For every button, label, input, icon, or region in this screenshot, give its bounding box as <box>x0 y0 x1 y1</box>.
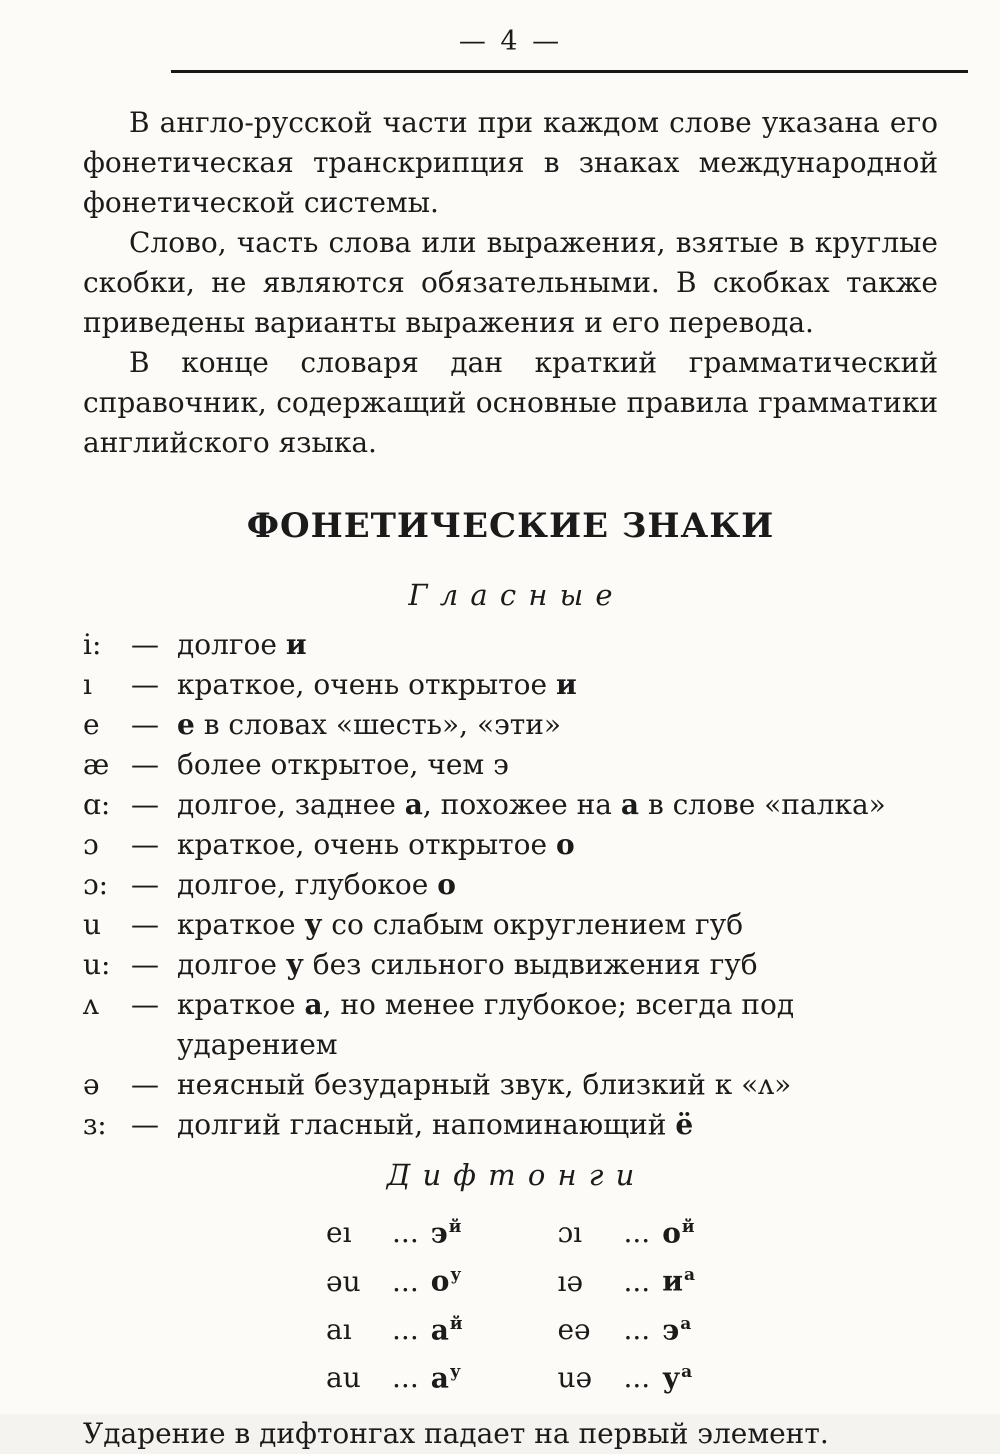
vowel-row <box>83 1065 938 1105</box>
vowel-symbol: ʌ <box>83 988 99 1021</box>
intro-paragraphs <box>83 103 938 463</box>
vowel-dash: — <box>131 948 159 981</box>
stress-note: Ударение в дифтонгах падает на первый элемент. <box>83 1417 829 1451</box>
vowel-description: краткое, очень открытое и <box>177 668 577 701</box>
vowel-row <box>83 665 938 705</box>
vowel-dash: — <box>131 788 159 821</box>
diphthongs-heading: Дифтонги <box>386 1158 647 1192</box>
page-header <box>83 24 938 73</box>
diphthong-ipa: ɔı <box>557 1216 583 1250</box>
diphthong-ipa: au <box>326 1361 361 1395</box>
vowel-row <box>83 625 938 665</box>
diphthong-dots: ... <box>392 1264 419 1298</box>
vowel-description: долгое, глубокое о <box>177 868 456 901</box>
diphthong-russian: $а^у$ <box>430 1361 461 1395</box>
vowel-symbol: ɜ: <box>83 1108 107 1141</box>
diphthong-item <box>326 1255 462 1301</box>
vowel-row <box>83 905 938 945</box>
vowel-description: краткое а, но менее глубокое; всегда под ударением <box>177 988 795 1061</box>
vowel-description: долгий гласный, напоминающий ё <box>177 1108 694 1141</box>
vowel-dash: — <box>131 828 159 861</box>
vowel-description: долгое у без сильного выдвижения губ <box>177 948 758 981</box>
vowel-symbol: ɔ: <box>83 868 109 901</box>
vowel-row <box>83 825 938 865</box>
diphthong-item <box>326 1352 462 1398</box>
diphthong-dots: ... <box>623 1216 651 1250</box>
vowel-symbol: e <box>83 708 100 741</box>
diphthong-ipa: uə <box>557 1361 593 1395</box>
vowel-description: краткое у со слабым округлением губ <box>177 908 744 941</box>
diphthong-dots: ... <box>623 1264 651 1298</box>
diphthong-dots: ... <box>623 1361 651 1395</box>
diphthong-russian: $и^а$ <box>662 1264 695 1298</box>
page-number: — 4 — <box>458 26 563 57</box>
diphthong-ipa: əu <box>326 1264 361 1298</box>
vowel-dash: — <box>131 668 159 701</box>
vowel-symbol: ɑ: <box>83 788 111 821</box>
vowel-dash: — <box>131 1068 159 1101</box>
vowel-dash: — <box>131 868 159 901</box>
intro-paragraph: Слово, часть слова или выражения, взятые в круглые скобки, не являются обязательными. В скобках также приведены варианты выражения и его перевода. <box>83 226 938 339</box>
vowels-heading: Гласные <box>408 578 625 612</box>
vowel-symbol: ɔ <box>83 828 99 861</box>
vowel-row <box>83 945 938 985</box>
diphthong-item <box>557 1352 695 1398</box>
vowel-row <box>83 785 938 825</box>
vowel-symbol: ı <box>83 668 92 701</box>
diphthong-item <box>326 1207 462 1253</box>
vowel-dash: — <box>131 748 159 781</box>
vowel-description: долгое, заднее а, похожее на а в слове «палка» <box>177 788 886 821</box>
diphthong-ipa: eə <box>557 1312 591 1346</box>
vowel-description: е в словах «шесть», «эти» <box>177 708 562 741</box>
vowel-dash: — <box>131 908 159 941</box>
diphthong-russian: $о^у$ <box>430 1264 462 1298</box>
vowel-symbol: u: <box>83 948 111 981</box>
intro-paragraph: В англо-русской части при каждом слове указана его фонетическая транскрипция в знаках международной фонетической системы. <box>83 106 938 219</box>
diphthong-russian: $о^й$ <box>662 1216 695 1250</box>
vowel-row <box>83 705 938 745</box>
vowel-symbol: i: <box>83 628 102 661</box>
vowel-row <box>83 985 938 1065</box>
diphthong-grid <box>83 1207 938 1398</box>
diphthong-item <box>557 1207 695 1253</box>
vowel-list <box>83 625 938 1145</box>
vowel-row <box>83 865 938 905</box>
vowel-row <box>83 745 938 785</box>
section-title: ФОНЕТИЧЕСКИЕ ЗНАКИ <box>246 506 775 546</box>
diphthong-item <box>557 1304 695 1350</box>
diphthong-russian: $э^а$ <box>662 1312 692 1346</box>
vowel-symbol: ə <box>83 1068 100 1101</box>
diphthong-ipa: eı <box>326 1216 352 1250</box>
vowel-row <box>83 1105 938 1145</box>
vowel-description: более открытое, чем э <box>177 748 509 781</box>
diphthong-ipa: aı <box>326 1312 352 1346</box>
diphthong-ipa: ıə <box>557 1264 584 1298</box>
vowel-description: краткое, очень открытое о <box>177 828 575 861</box>
vowel-symbol: u <box>83 908 102 941</box>
vowel-dash: — <box>131 988 159 1021</box>
diphthong-item <box>557 1255 695 1301</box>
intro-paragraph: В конце словаря дан краткий грамматический справочник, содержащий основные правила грамматики английского языка. <box>83 346 938 459</box>
vowel-description: неясный безударный звук, близкий к «ʌ» <box>177 1068 792 1101</box>
diphthong-russian: $а^й$ <box>430 1312 463 1346</box>
diphthong-dots: ... <box>392 1361 419 1395</box>
diphthong-item <box>326 1304 462 1350</box>
diphthong-russian: $э^й$ <box>430 1216 462 1250</box>
vowel-description: долгое и <box>177 628 307 661</box>
diphthong-dots: ... <box>392 1216 419 1250</box>
vowel-dash: — <box>131 1108 159 1141</box>
vowel-dash: — <box>131 708 159 741</box>
diphthong-russian: $у^а$ <box>662 1361 693 1395</box>
vowel-symbol: æ <box>83 748 110 781</box>
vowel-dash: — <box>131 628 159 661</box>
diphthong-dots: ... <box>623 1312 651 1346</box>
diphthong-dots: ... <box>392 1312 419 1346</box>
header-rule <box>171 70 968 73</box>
